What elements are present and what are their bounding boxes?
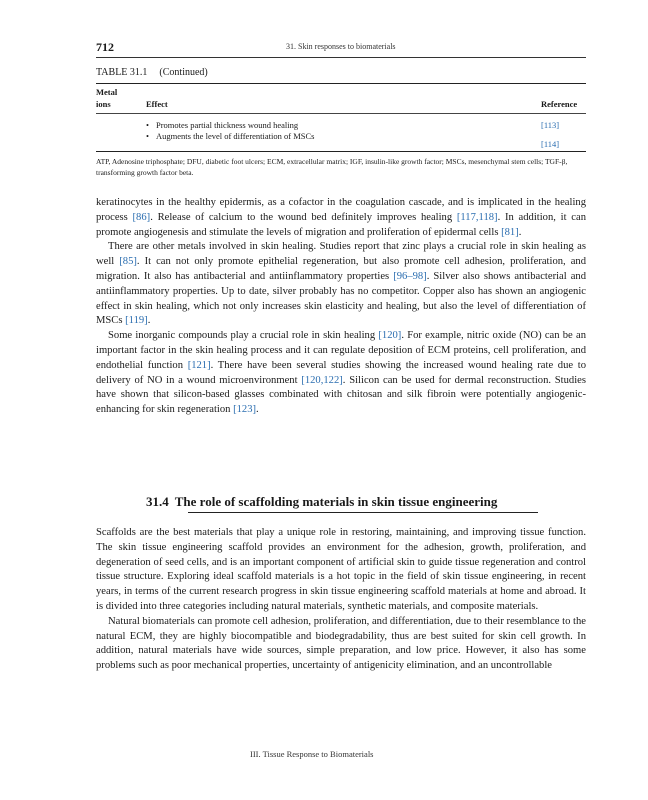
paragraph: Natural biomaterials can promote cell adhesion, proliferation, and differentiation, due to their resemblance to the natural ECM, they are highly biocompatible and biodegradability, thus are best suited for skin cell growth. In addition, natural materials have wide sources, simple preparation, and low price. However, it also has some problems such as poor mechanical properties, uncertainty of antigenicity elimination, and an uncontrollable bbox=[96, 615, 586, 672]
text-run: . It can not only promote epithelial regeneration, but also promote cell adhesion, proliferation, and migration. It also has antibacterial and antiinflammatory properties bbox=[96, 256, 586, 282]
table-caption-label: TABLE 31.1 bbox=[96, 67, 148, 78]
text-run: . bbox=[256, 404, 259, 416]
text-run: . For example, nitric oxide (NO) can be an important factor in the skin healing process and it can regulate deposition of ECM proteins, cell proliferation, and endothelial function bbox=[96, 330, 586, 371]
text-run: keratinocytes in the healthy epidermis, as a cofactor in the coagulation cascade, and is implicated in the healing process bbox=[96, 197, 586, 223]
citation-link[interactable]: [117,118] bbox=[456, 211, 498, 223]
citation-link[interactable]: [120,122] bbox=[301, 374, 343, 386]
table-footnote: ATP, Adenosine triphosphate; DFU, diabetic foot ulcers; ECM, extracellular matrix; IGF, insulin-like growth factor; MSCs, mesenchymal stem cells; TGF-β, transforming growth factor beta. bbox=[96, 157, 568, 177]
col-header-reference: Reference bbox=[541, 99, 578, 109]
paragraph bbox=[96, 240, 586, 329]
paragraph bbox=[96, 196, 586, 240]
paragraph bbox=[96, 329, 586, 418]
table-header-rule bbox=[96, 113, 586, 114]
citation-link[interactable]: [86] bbox=[132, 211, 151, 223]
citation-link[interactable]: [81] bbox=[501, 226, 519, 238]
running-title: 31. Skin responses to biomaterials bbox=[286, 42, 396, 51]
text-run: . Release of calcium to the wound bed definitely improves healing bbox=[150, 211, 457, 223]
bullet: • bbox=[146, 120, 149, 130]
text-run: . Silver also shows antibacterial and antiinflammatory properties. Up to date, silver probably has no competitor. Copper also has shown an angiogenic effect in skin healing, which not only increases skin elasticity and healing, but also the level of differentiation of MSCs bbox=[96, 270, 586, 327]
text-run: There are other metals involved in skin healing. Studies report that zinc plays a crucial role in skin healing as well bbox=[96, 241, 586, 268]
text-run: . In addition, it can promote angiogenesis and stimulate the levels of migration and proliferation of epidermal cells bbox=[96, 211, 586, 238]
section-heading bbox=[146, 494, 497, 510]
table-caption bbox=[96, 67, 208, 78]
table-top-rule bbox=[96, 83, 586, 84]
section-title: The role of scaffolding materials in skin tissue engineering bbox=[174, 494, 498, 509]
table-row bbox=[146, 131, 314, 141]
row-reference[interactable]: [113] bbox=[541, 120, 560, 130]
text-run: . bbox=[518, 226, 522, 238]
col-header-ions: ions bbox=[96, 99, 111, 109]
page-footer: III. Tissue Response to Biomaterials bbox=[250, 749, 374, 759]
header-rule bbox=[96, 57, 586, 58]
row-reference[interactable]: [114] bbox=[541, 139, 560, 149]
row-effect: Promotes partial thickness wound healing bbox=[156, 120, 299, 130]
paragraph: Scaffolds are the best materials that play a unique role in restoring, maintaining, and improving tissue function. The skin tissue engineering scaffold provides an environment for the adhesion, growth, proliferation, and degeneration of seed cells, and is an important component of artificial skin to guide tissue regeneration and control tissue structure. Exploring ideal scaffold materials is a hot topic in the field of skin tissue engineering, in recent years, in terms of the current research progress in skin tissue engineering scaffold materials at home and abroad. It is divided into three categories including natural materials, synthetic materials, and composite materials. bbox=[96, 527, 586, 612]
text-run: . Silicon can be used for dermal reconstruction. Studies have shown that silicon-based glasses combinated with chitosan and silk fibroin were potentially angiogenic-enhancing for skin regeneration bbox=[96, 374, 586, 416]
table-caption-continued: (Continued) bbox=[159, 67, 208, 78]
body-text-section bbox=[96, 526, 586, 674]
row-effect: Augments the level of differentiation of MSCs bbox=[156, 131, 315, 141]
page-number: 712 bbox=[96, 40, 114, 54]
citation-link[interactable]: [120] bbox=[378, 330, 402, 342]
text-run: . bbox=[147, 315, 151, 327]
citation-link[interactable]: [123] bbox=[233, 404, 257, 416]
col-header-metal: Metal bbox=[96, 87, 118, 97]
text-run: . There have been several studies showing the increased wound healing rate due to delivery of NO in a wound microenvironment bbox=[96, 359, 586, 386]
section-number: 31.4 bbox=[146, 494, 169, 509]
citation-link[interactable]: [85] bbox=[119, 256, 137, 268]
text-run: Some inorganic compounds play a crucial role in skin healing bbox=[108, 330, 379, 342]
table-bottom-rule bbox=[96, 151, 586, 152]
bullet: • bbox=[146, 131, 149, 141]
table-row bbox=[146, 120, 298, 130]
citation-link[interactable]: [119] bbox=[125, 315, 148, 327]
citation-link[interactable]: [121] bbox=[187, 359, 211, 371]
col-header-effect: Effect bbox=[146, 99, 168, 109]
section-heading-rule bbox=[188, 512, 538, 513]
body-text-top bbox=[96, 196, 586, 418]
citation-link[interactable]: [96–98] bbox=[393, 270, 427, 282]
